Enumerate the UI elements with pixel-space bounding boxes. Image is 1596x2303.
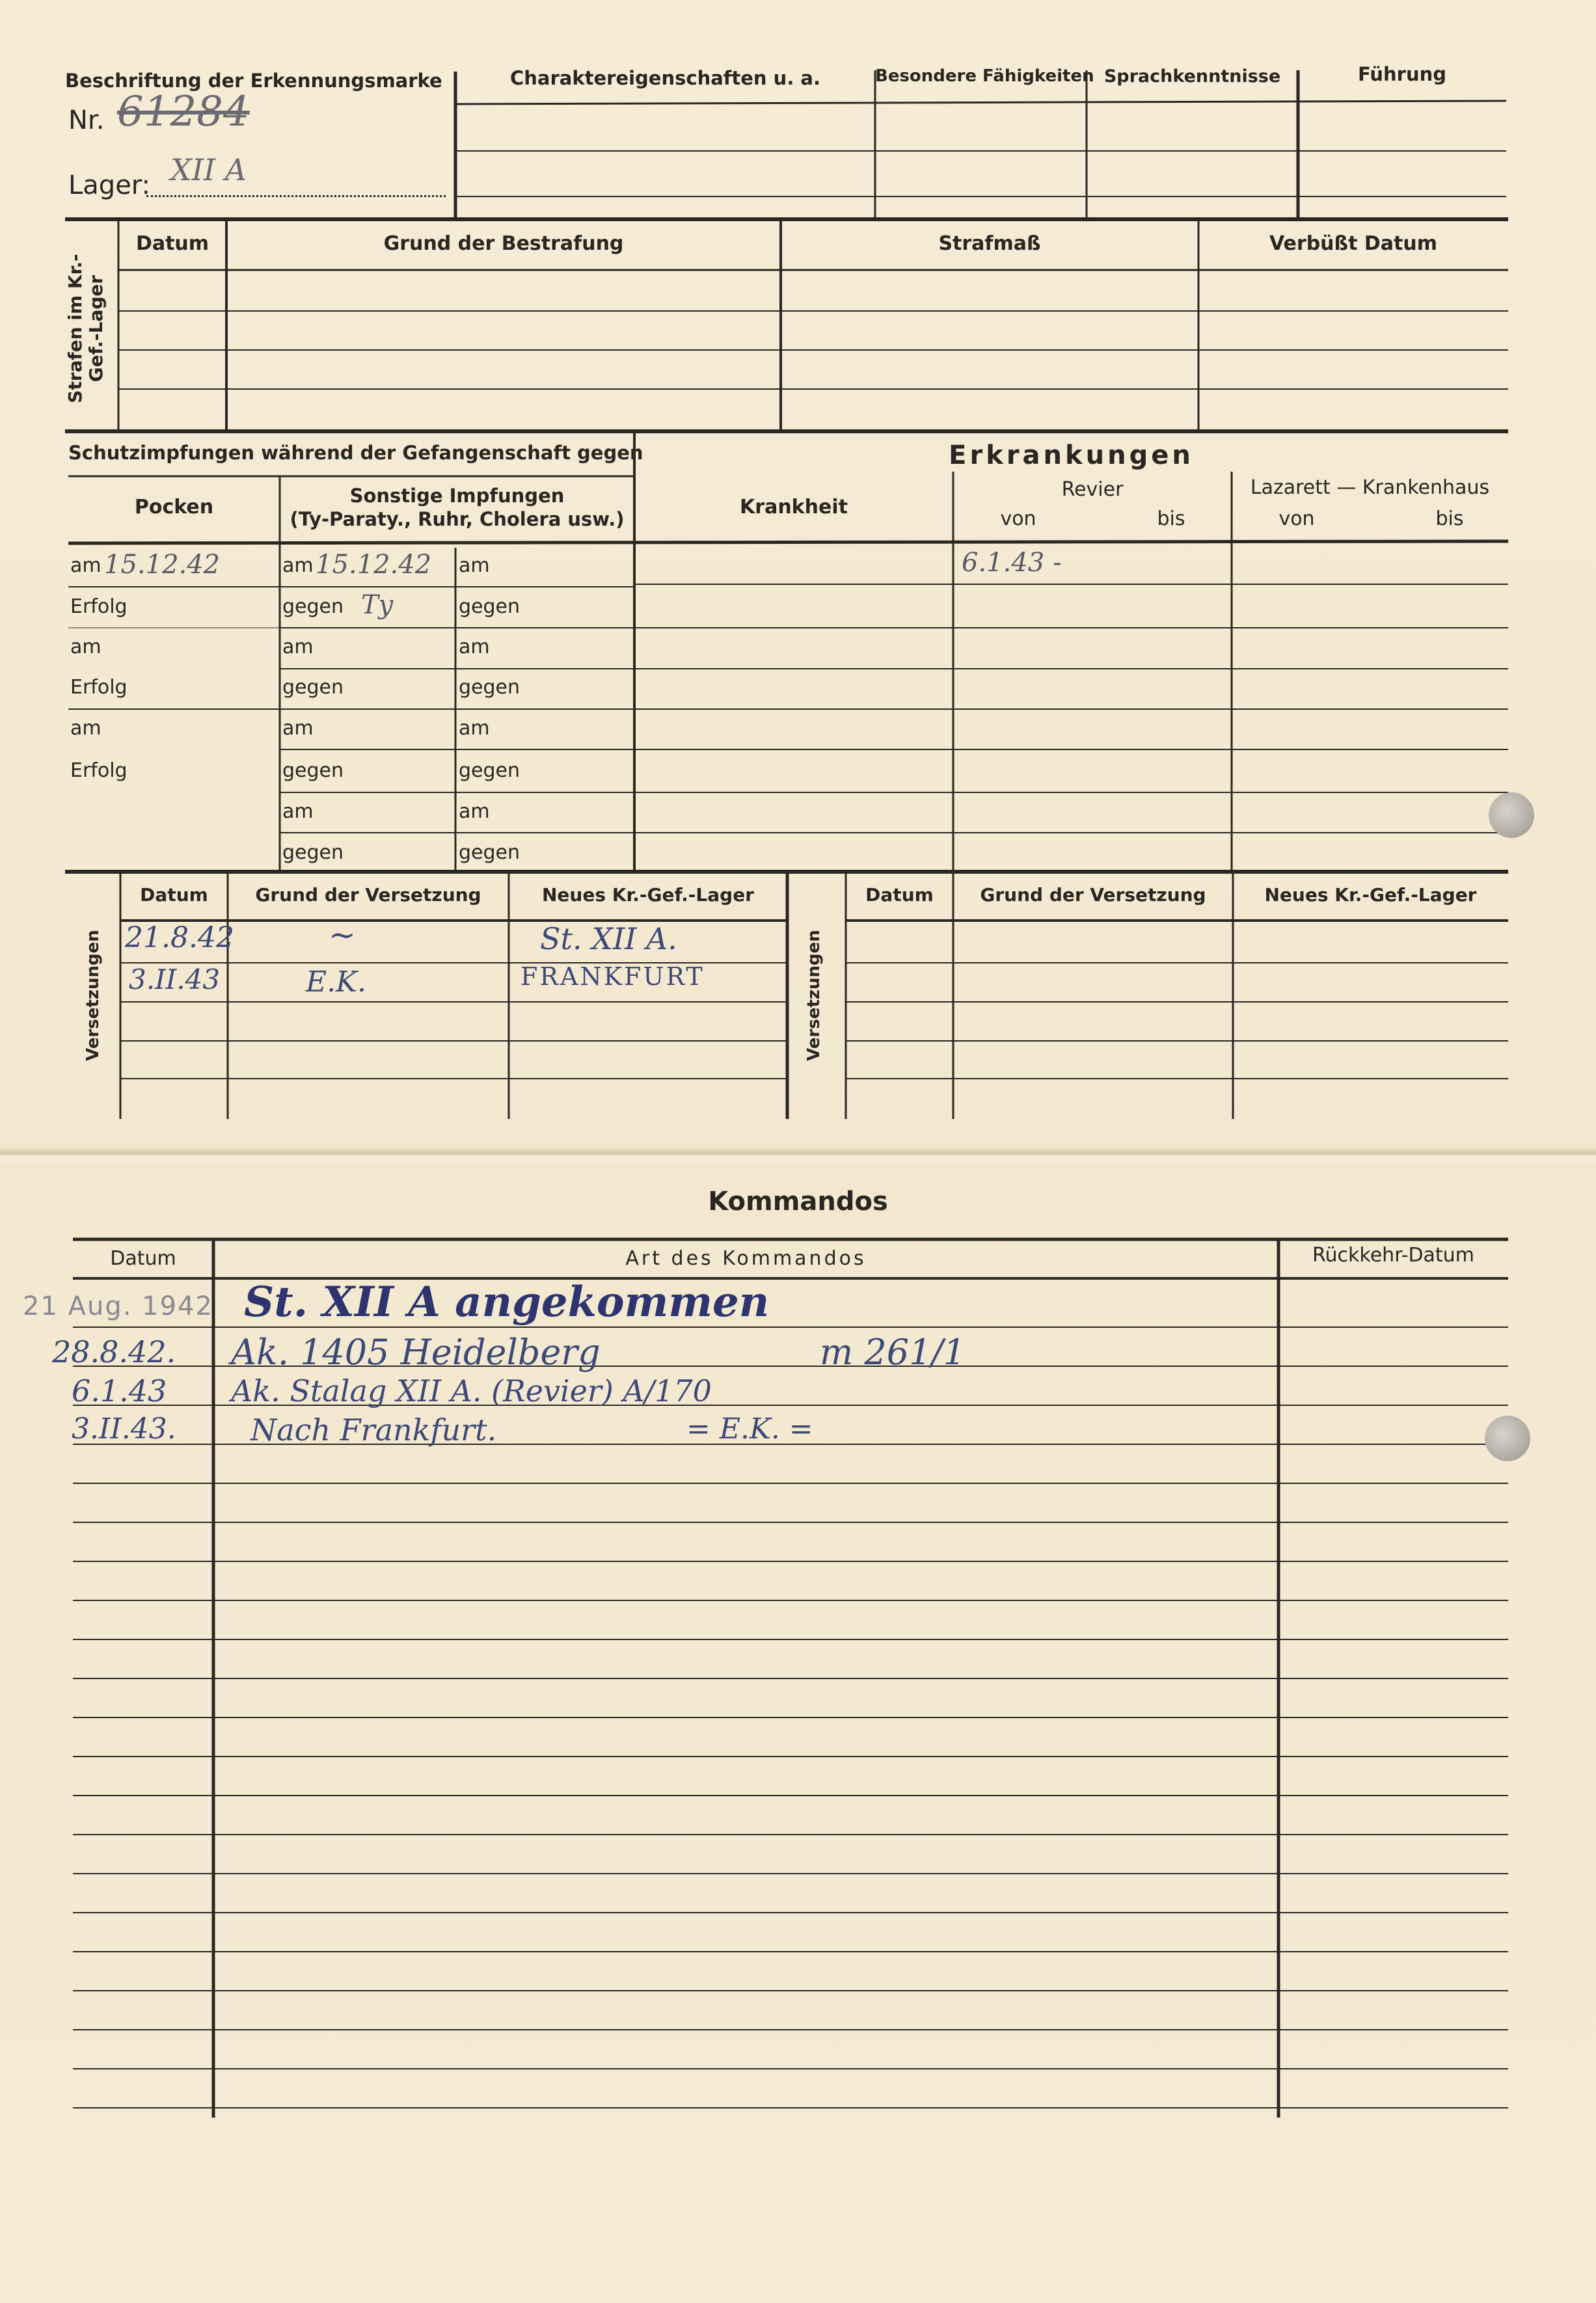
lager-dotted-line <box>146 195 446 197</box>
sonstige-a-am-3-label: am <box>282 717 314 740</box>
pocken-am-1-value: 15.12.42 <box>104 550 221 580</box>
strafen-col-grund: Grund der Bestrafung <box>383 232 624 255</box>
pocken-erfolg-2-label: Erfolg <box>70 676 128 699</box>
lager-value: XII A <box>170 152 247 187</box>
versetzungen-right-side-label: Versetzungen <box>804 930 824 1061</box>
versetzungen-col-lager-left: Neues Kr.-Gef.-Lager <box>542 884 754 906</box>
kommando-4-extra: = E.K. = <box>686 1412 813 1446</box>
sonstige-a-am-1-value: 15.12.42 <box>316 550 432 580</box>
kommando-3-art: Ak. Stalag XII A. (Revier) A/170 <box>231 1373 712 1408</box>
strafen-col-strafmass: Strafmaß <box>938 232 1041 255</box>
sprachkenntnisse-label: Sprachkenntnisse <box>1103 66 1281 87</box>
sonstige-b-gegen-4-label: gegen <box>459 841 521 864</box>
kommando-1-art: St. XII A angekommen <box>244 1278 770 1327</box>
strafen-side-label-2: Gef.-Lager <box>85 275 107 383</box>
sonstige-a-am-1-label: am <box>282 554 314 577</box>
pocken-erfolg-3-label: Erfolg <box>70 759 128 782</box>
sonstige-b-am-4-label: am <box>459 800 490 823</box>
kommandos-col-rueckkehr: Rückkehr-Datum <box>1312 1244 1474 1267</box>
sonstige-a-am-2-label: am <box>282 636 314 658</box>
kommando-3-datum: 6.1.43 <box>72 1373 167 1408</box>
versetzungen-left-side-label: Versetzungen <box>83 930 103 1061</box>
kommando-2-datum: 28.8.42. <box>52 1334 176 1369</box>
punch-hole-top <box>1489 792 1534 838</box>
lazarett-von: von <box>1278 507 1315 530</box>
erkrankungen-col-revier: Revier <box>1061 478 1124 501</box>
pocken-am-2-label: am <box>70 636 101 658</box>
erkrankungen-col-krankheit: Krankheit <box>740 496 848 519</box>
beschriftung-label: Beschriftung der Erkennungsmarke <box>65 70 442 92</box>
sonstige-a-gegen-1-value: Ty <box>361 590 394 620</box>
sonstige-a-gegen-4-label: gegen <box>282 841 344 864</box>
versetzung-1-datum: 21.8.42 <box>125 921 234 954</box>
pocken-am-3-label: am <box>70 717 101 740</box>
charakter-label: Charaktereigenschaften u. a. <box>509 67 821 89</box>
revier-von: von <box>1000 507 1036 530</box>
versetzung-1-grund: ~ <box>329 916 356 954</box>
impfungen-col-sonstige-1: Sonstige Impfungen <box>349 485 565 507</box>
pocken-erfolg-1-label: Erfolg <box>70 595 128 618</box>
nr-value: 61284 <box>117 88 250 136</box>
versetzung-2-lager: FRANKFURT <box>521 962 705 991</box>
kommando-2-extra: m 261/1 <box>820 1332 966 1373</box>
strafen-col-verbuesst: Verbüßt Datum <box>1269 232 1438 255</box>
kommandos-date-stamp: 21 Aug. 1942 <box>23 1291 213 1321</box>
versetzung-1-lager: St. XII A. <box>540 921 677 956</box>
fuehrung-label: Führung <box>1357 63 1446 85</box>
versetzungen-col-datum-right: Datum <box>865 884 934 906</box>
sonstige-b-am-3-label: am <box>459 717 490 740</box>
kommando-4-art: Nach Frankfurt. <box>250 1412 497 1448</box>
sonstige-b-am-2-label: am <box>459 636 490 658</box>
revier-von-1-value: 6.1.43 - <box>962 548 1062 578</box>
sonstige-a-gegen-1-label: gegen <box>282 595 344 618</box>
faehigkeiten-label: Besondere Fähigkeiten <box>875 66 1094 86</box>
impfungen-col-pocken: Pocken <box>134 496 214 519</box>
versetzungen-col-lager-right: Neues Kr.-Gef.-Lager <box>1264 884 1477 906</box>
erkrankungen-title: Erkrankungen <box>949 440 1194 470</box>
nr-label: Nr. <box>68 105 105 135</box>
erkrankungen-col-lazarett: Lazarett — Krankenhaus <box>1250 476 1490 499</box>
impfungen-title: Schutzimpfungen während der Gefangenschaft gegen <box>68 442 643 464</box>
kommando-4-datum: 3.II.43. <box>72 1412 176 1446</box>
sonstige-a-gegen-3-label: gegen <box>282 759 344 782</box>
revier-bis: bis <box>1157 507 1185 530</box>
versetzung-2-datum: 3.II.43 <box>129 963 221 995</box>
sonstige-b-gegen-3-label: gegen <box>459 759 521 782</box>
pocken-am-1-label: am <box>70 554 101 577</box>
strafen-col-datum: Datum <box>135 232 210 255</box>
versetzungen-col-datum-left: Datum <box>140 884 208 906</box>
versetzung-2-grund: E.K. <box>306 965 366 999</box>
kommandos-col-datum: Datum <box>110 1247 176 1270</box>
sonstige-b-gegen-2-label: gegen <box>459 676 521 699</box>
sonstige-a-gegen-2-label: gegen <box>282 676 344 699</box>
sonstige-b-gegen-1-label: gegen <box>459 595 521 618</box>
kommandos-col-art: Art des Kommandos <box>625 1247 867 1270</box>
lazarett-bis: bis <box>1435 507 1464 530</box>
versetzungen-col-grund-left: Grund der Versetzung <box>255 884 481 906</box>
strafen-side-label <box>65 244 111 413</box>
versetzungen-col-grund-right: Grund der Versetzung <box>980 884 1206 906</box>
sonstige-b-am-1-label: am <box>459 554 490 577</box>
lager-label: Lager: <box>68 170 151 200</box>
sonstige-a-am-4-label: am <box>282 800 314 823</box>
kommando-2-art: Ak. 1405 Heidelberg <box>231 1332 601 1373</box>
kommandos-title: Kommandos <box>708 1187 888 1217</box>
strafen-side-label-1: Strafen im Kr.- <box>64 254 86 403</box>
punch-hole-bottom <box>1485 1416 1530 1461</box>
impfungen-col-sonstige-2: (Ty-Paraty., Ruhr, Cholera usw.) <box>290 508 625 530</box>
